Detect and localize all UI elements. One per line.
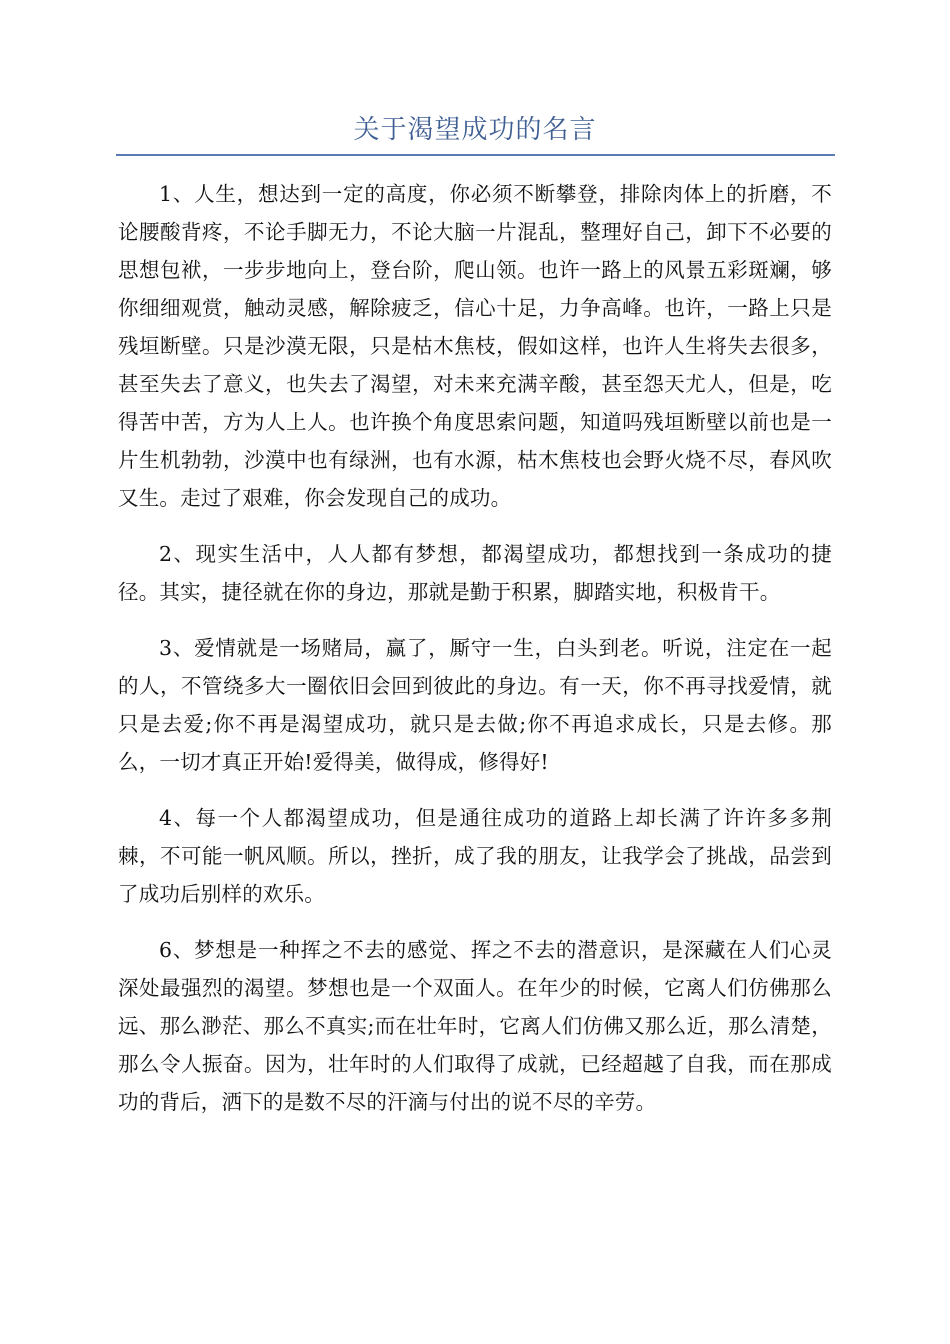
paragraph-3: 3、爱情就是一场赌局，赢了，厮守一生，白头到老。听说，注定在一起的人，不管绕多大一圈依旧会回到彼此的身边。有一天，你不再寻找爱情，就只是去爱;你不再是渴望成功，就只是去做;你不再追求成长，只是去修。那么，一切才真正开始!爱得美，做得成，修得好! (118, 636, 832, 774)
document-title: 关于渴望成功的名言 (353, 115, 597, 145)
paragraph-6: 6、梦想是一种挥之不去的感觉、挥之不去的潜意识，是深藏在人们心灵深处最强烈的渴望。梦想也是一个双面人。在年少的时候，它离人们仿佛那么远、那么渺茫、那么不真实;而在壮年时，它离人们仿佛又那么近，那么清楚，那么令人振奋。因为，壮年时的人们取得了成就，已经超越了自我，而在那成功的背后，洒下的是数不尽的汗滴与付出的说不尽的辛劳。 (118, 938, 832, 1114)
paragraph-2: 2、现实生活中，人人都有梦想，都渴望成功，都想找到一条成功的捷径。其实，捷径就在你的身边，那就是勤于积累，脚踏实地，积极肯干。 (118, 542, 832, 604)
title-underline (116, 154, 835, 156)
paragraph-4: 4、每一个人都渴望成功，但是通往成功的道路上却长满了许许多多荆棘，不可能一帆风顺。所以，挫折，成了我的朋友，让我学会了挑战，品尝到了成功后别样的欢乐。 (118, 806, 832, 906)
paragraph-1: 1、人生，想达到一定的高度，你必须不断攀登，排除肉体上的折磨，不论腰酸背疼，不论手脚无力，不论大脑一片混乱，整理好自己，卸下不必要的思想包袱，一步步地向上，登台阶，爬山领。也许一路上的风景五彩斑斓，够你细细观赏，触动灵感，解除疲乏，信心十足，力争高峰。也许，一路上只是残垣断壁。只是沙漠无限，只是枯木焦枝，假如这样，也许人生将失去很多，甚至失去了意义，也失去了渴望，对未来充满辛酸，甚至怨天尤人，但是，吃得苦中苦，方为人上人。也许换个角度思索问题，知道吗残垣断壁以前也是一片生机勃勃，沙漠中也有绿洲，也有水源，枯木焦枝也会野火烧不尽，春风吹又生。走过了艰难，你会发现自己的成功。 (118, 182, 832, 510)
document-body (118, 175, 832, 1139)
